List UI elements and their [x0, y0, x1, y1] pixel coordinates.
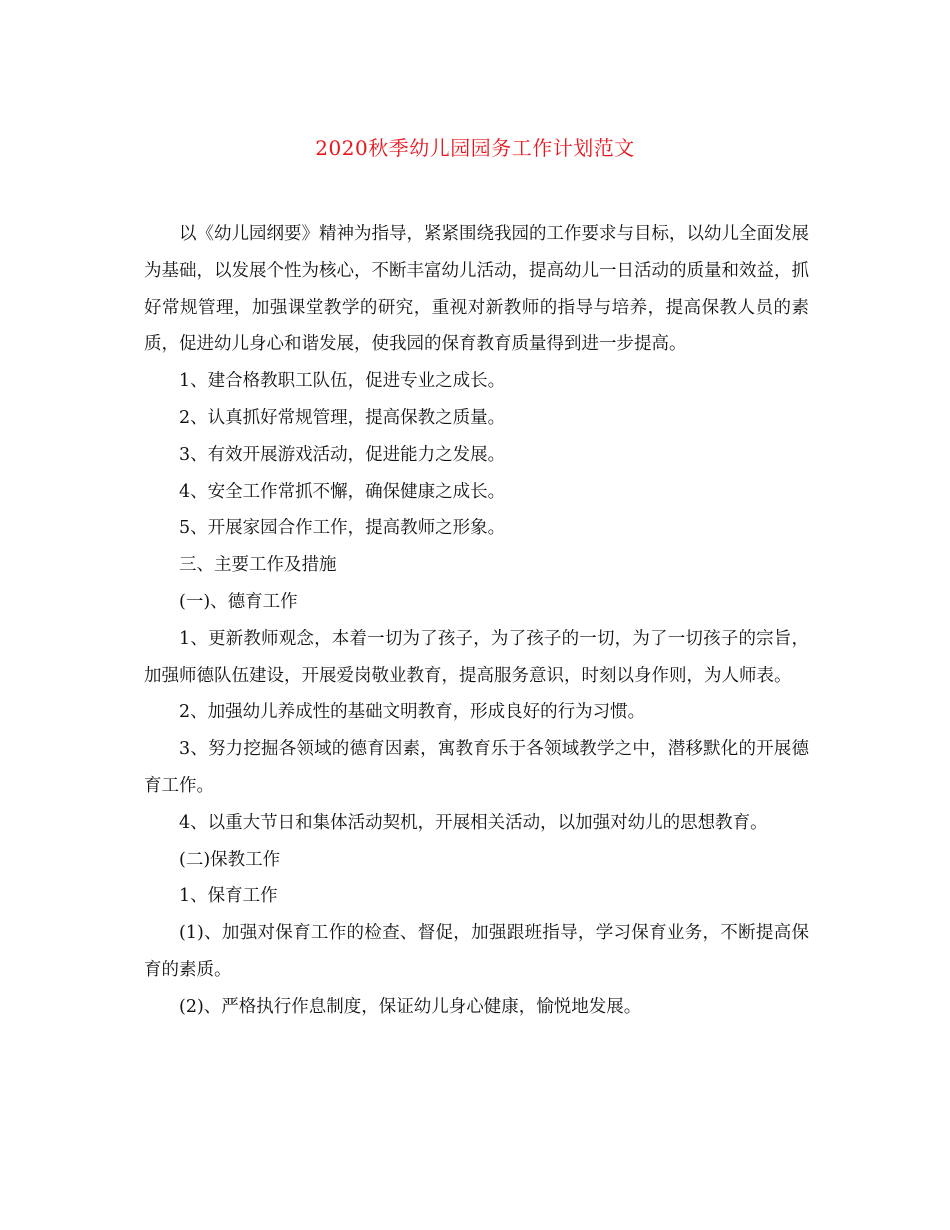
item-heading-care-work: 1、保育工作 — [179, 886, 278, 907]
paragraph-moral-2: 2、加强幼儿养成性的基础文明教育，形成良好的行为习惯。 — [179, 702, 646, 723]
paragraph-moral-3: 3、努力挖掘各领域的德育因素，寓教育乐于各领域教学之中，潜移默化的开展德育工作。 — [144, 739, 809, 796]
section-heading-main-work: 三、主要工作及措施 — [179, 555, 337, 576]
paragraph-goal-5: 5、开展家园合作工作，提高教师之形象。 — [179, 518, 506, 539]
paragraph-care-1: (1)、加强对保育工作的检查、督促，加强跟班指导，学习保育业务，不断提高保育的素质。 — [144, 923, 809, 980]
paragraph-care-2: (2)、严格执行作息制度，保证幼儿身心健康，愉悦地发展。 — [179, 996, 642, 1017]
document-title: 2020秋季幼儿园园务工作计划范文 — [315, 136, 635, 160]
document-body — [144, 216, 809, 1026]
subsection-heading-moral-education: (一)、德育工作 — [179, 591, 298, 612]
paragraph-goal-2: 2、认真抓好常规管理，提高保教之质量。 — [179, 407, 506, 428]
paragraph-goal-4: 4、安全工作常抓不懈，确保健康之成长。 — [179, 481, 506, 502]
paragraph-intro: 以《幼儿园纲要》精神为指导，紧紧围绕我园的工作要求与目标，以幼儿全面发展为基础，以发展个性为核心，不断丰富幼儿活动，提高幼儿一日活动的质量和效益，抓好常规管理，加强课堂教学的研究，重视对新教师的指导与培养，提高保教人员的素质，促进幼儿身心和谐发展，使我园的保育教育质量得到进一步提高。 — [144, 224, 809, 355]
paragraph-moral-4: 4、以重大节日和集体活动契机，开展相关活动，以加强对幼儿的思想教育。 — [179, 812, 768, 833]
paragraph-goal-1: 1、建合格教职工队伍，促进专业之成长。 — [179, 371, 506, 392]
subsection-heading-care-education: (二)保教工作 — [179, 849, 281, 870]
paragraph-goal-3: 3、有效开展游戏活动，促进能力之发展。 — [179, 444, 506, 465]
paragraph-moral-1: 1、更新教师观念，本着一切为了孩子，为了孩子的一切，为了一切孩子的宗旨，加强师德队伍建设，开展爱岗敬业教育，提高服务意识，时刻以身作则，为人师表。 — [144, 628, 809, 686]
